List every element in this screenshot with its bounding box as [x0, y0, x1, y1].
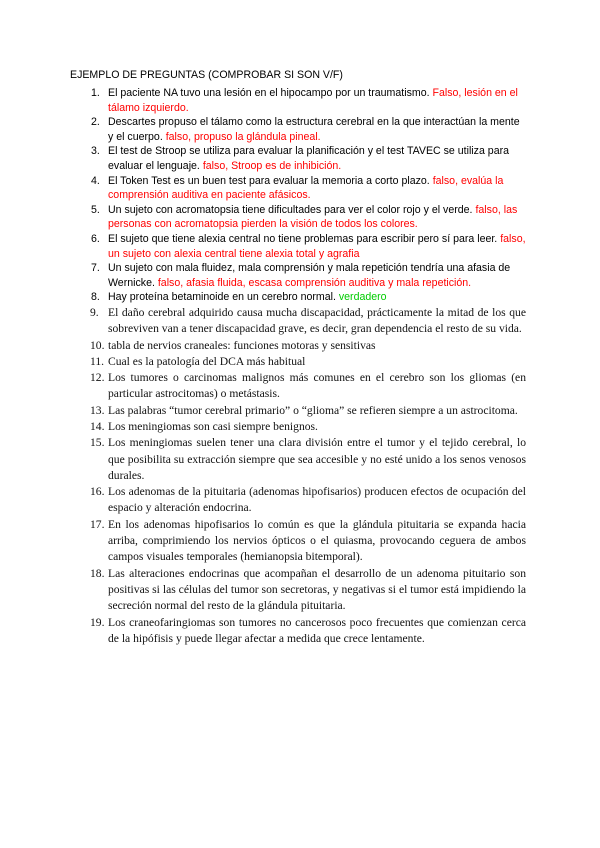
question-item-10	[0, 338, 526, 354]
question-item-13	[0, 403, 526, 419]
question-item-18	[0, 566, 526, 615]
answer-false: falso, las personas con acromatopsia pierden la visión de todos los colores.	[108, 203, 518, 231]
question-number: 6.	[91, 232, 100, 245]
question-text: Los meningiomas suelen tener una clara división entre el tumor y el tejido cerebral, lo que posibilita su extracción siempre que sea accesible y no esté unido a los senos venosos durales.	[108, 436, 526, 482]
question-item-14	[0, 419, 526, 435]
question-number: 10.	[90, 338, 105, 352]
answer-false: falso, un sujeto con alexia central tiene alexia total y agrafia	[108, 232, 526, 260]
question-text: En los adenomas hipofisarios lo común es que la glándula pituitaria se expanda hacia arriba, comprimiendo los nervios ópticos o el quiasma, provocando ceguera de ambos campos visuales temporales (hemianopsia bitemporal).	[108, 517, 526, 564]
question-number: 7.	[91, 262, 100, 275]
question-text: tabla de nervios craneales: funciones motoras y sensitivas	[108, 338, 376, 352]
question-number: 4.	[91, 174, 100, 187]
document-title: EJEMPLO DE PREGUNTAS (COMPROBAR SI SON V/F)	[70, 69, 343, 81]
question-text: Cual es la patología del DCA más habitual	[108, 354, 306, 368]
question-number: 8.	[91, 291, 100, 304]
question-text: Los adenomas de la pituitaria (adenomas hipofisarios) producen efectos de ocupación del espacio y alteración endocrina.	[108, 485, 526, 515]
question-text: Los craneofaringiomas son tumores no cancerosos poco frecuentes que comienzan cerca de la hipófisis y puede llegar afectar a medida que crece lentamente.	[108, 615, 526, 645]
answer-false: Falso, lesión en el tálamo izquierdo.	[108, 87, 518, 114]
question-number: 11.	[90, 354, 105, 368]
question-number: 2.	[91, 116, 100, 129]
question-item-1	[0, 86, 526, 115]
question-item-16	[0, 484, 526, 517]
question-number: 1.	[91, 87, 100, 99]
question-item-8	[0, 290, 526, 305]
question-number: 19.	[90, 615, 105, 629]
question-item-4	[0, 174, 526, 203]
question-text: El Token Test es un buen test para evaluar la memoria a corto plazo.	[108, 174, 430, 187]
answer-true: verdadero	[338, 291, 387, 304]
question-number: 15.	[90, 436, 105, 450]
question-number: 16.	[90, 485, 105, 499]
question-text: Hay proteína betaminoide en un cerebro normal.	[108, 291, 336, 304]
question-text: Descartes propuso el tálamo como la estructura cerebral en la que interactúan la mente y el cuerpo.	[108, 116, 520, 143]
question-text: Las alteraciones endocrinas que acompañan el desarrollo de un adenoma pituitario son positivas si las células del tumor son secretoras, y negativas si el tumor está impidiendo la secreción normal del resto de la glándula pituitaria.	[108, 566, 526, 613]
answer-false: falso, propuso la glándula pineal.	[165, 130, 321, 143]
question-item-5	[0, 203, 526, 232]
question-number: 17.	[90, 517, 105, 531]
question-text: Las palabras “tumor cerebral primario” o “glioma” se refieren siempre a un astrocitoma.	[108, 403, 518, 417]
question-text: El test de Stroop se utiliza para evaluar la planificación y el test TAVEC se utiliza para evaluar el lenguaje.	[108, 145, 509, 172]
answer-false: falso, Stroop es de inhibición.	[202, 159, 342, 172]
question-number: 18.	[90, 566, 105, 580]
answer-false: falso, afasia fluida, escasa comprensión auditiva y mala repetición.	[157, 276, 472, 289]
question-number: 13.	[90, 403, 105, 417]
question-number: 9.	[90, 305, 99, 319]
question-item-7	[0, 261, 526, 290]
question-text: El sujeto que tiene alexia central no tiene problemas para escribir pero sí para leer.	[108, 232, 498, 245]
question-item-3	[0, 144, 526, 173]
question-item-6	[0, 232, 526, 261]
question-item-12	[0, 370, 526, 403]
question-number: 14.	[90, 419, 105, 433]
question-item-11	[0, 354, 526, 370]
question-text: Un sujeto con mala fluidez, mala comprensión y mala repetición tendría una afasia de Wernicke.	[108, 262, 511, 289]
question-text: Los tumores o carcinomas malignos más comunes en el cerebro son los gliomas (en particular astrocitomas) o metástasis.	[108, 371, 526, 401]
question-number: 3.	[91, 145, 100, 158]
question-item-19	[0, 615, 526, 648]
question-text: Un sujeto con acromatopsia tiene dificultades para ver el color rojo y el verde.	[108, 203, 473, 216]
question-item-2	[0, 115, 526, 144]
question-list	[0, 86, 600, 647]
question-text: El daño cerebral adquirido causa mucha discapacidad, prácticamente la mitad de los que sobreviven van a tener discapacidad grave, es decir, gran dependencia el resto de su vida.	[108, 305, 526, 336]
question-item-15	[0, 435, 526, 484]
question-item-9	[0, 305, 526, 338]
question-item-17	[0, 517, 526, 566]
question-number: 5.	[91, 203, 100, 216]
answer-false: falso, evalúa la comprensión auditiva en paciente afásicos.	[108, 174, 504, 202]
question-text: El paciente NA tuvo una lesión en el hipocampo por un traumatismo.	[108, 87, 430, 99]
question-number: 12.	[90, 371, 105, 385]
question-text: Los meningiomas son casi siempre benignos.	[108, 419, 318, 433]
